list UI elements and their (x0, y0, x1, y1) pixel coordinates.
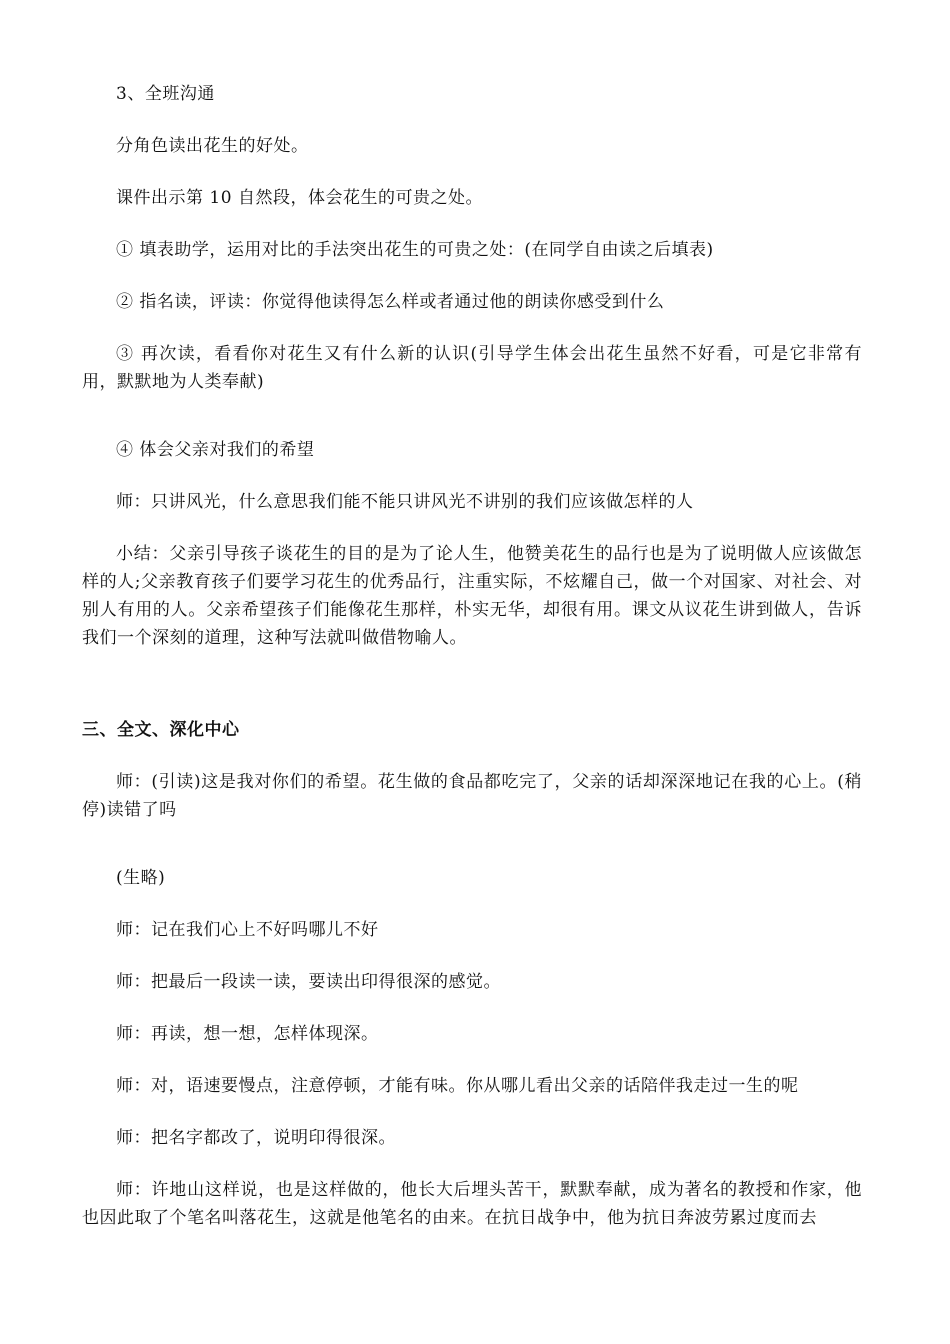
paragraph: (生略) (116, 868, 166, 888)
list-item: ④ 体会父亲对我们的希望 (116, 440, 315, 460)
list-item: ② 指名读，评读：你觉得他读得怎么样或者通过他的朗读你感受到什么 (116, 292, 665, 312)
paragraph: 师：再读，想一想，怎样体现深。 (116, 1024, 379, 1044)
paragraph: 分角色读出花生的好处。 (116, 136, 309, 156)
paragraph: 师：许地山这样说，也是这样做的，他长大后埋头苦干，默默奉献，成为著名的教授和作家，他也因此取了个笔名叫落花生，这就是他笔名的由来。在抗日战争中，他为抗日奔波劳累过度而去 (82, 1180, 862, 1228)
list-item: ③ 再次读，看看你对花生又有什么新的认识(引导学生体会出花生虽然不好看，可是它非常有用，默默地为人类奉献) (82, 344, 862, 392)
section-heading: 三、全文、深化中心 (82, 720, 240, 740)
paragraph: 课件出示第 10 自然段，体会花生的可贵之处。 (116, 188, 483, 208)
paragraph: 师：把名字都改了，说明印得很深。 (116, 1128, 396, 1148)
paragraph: 师：记在我们心上不好吗哪儿不好 (116, 920, 379, 940)
list-item: ① 填表助学，运用对比的手法突出花生的可贵之处：(在同学自由读之后填表) (116, 240, 714, 260)
section-item-heading: 3、全班沟通 (116, 84, 215, 104)
paragraph: 师：只讲风光，什么意思我们能不能只讲风光不讲别的我们应该做怎样的人 (116, 492, 694, 512)
paragraph: 师：对，语速要慢点，注意停顿，才能有味。你从哪儿看出父亲的话陪伴我走过一生的呢 (116, 1076, 799, 1096)
paragraph: 师：(引读)这是我对你们的希望。花生做的食品都吃完了，父亲的话却深深地记在我的心上。(稍停)读错了吗 (82, 772, 862, 820)
summary-paragraph: 小结：父亲引导孩子谈花生的目的是为了论人生，他赞美花生的品行也是为了说明做人应该做怎样的人;父亲教育孩子们要学习花生的优秀品行，注重实际，不炫耀自己，做一个对国家、对社会、对别人有用的人。父亲希望孩子们能像花生那样，朴实无华，却很有用。课文从议花生讲到做人，告诉我们一个深刻的道理，这种写法就叫做借物喻人。 (82, 544, 862, 648)
paragraph: 师：把最后一段读一读，要读出印得很深的感觉。 (116, 972, 501, 992)
